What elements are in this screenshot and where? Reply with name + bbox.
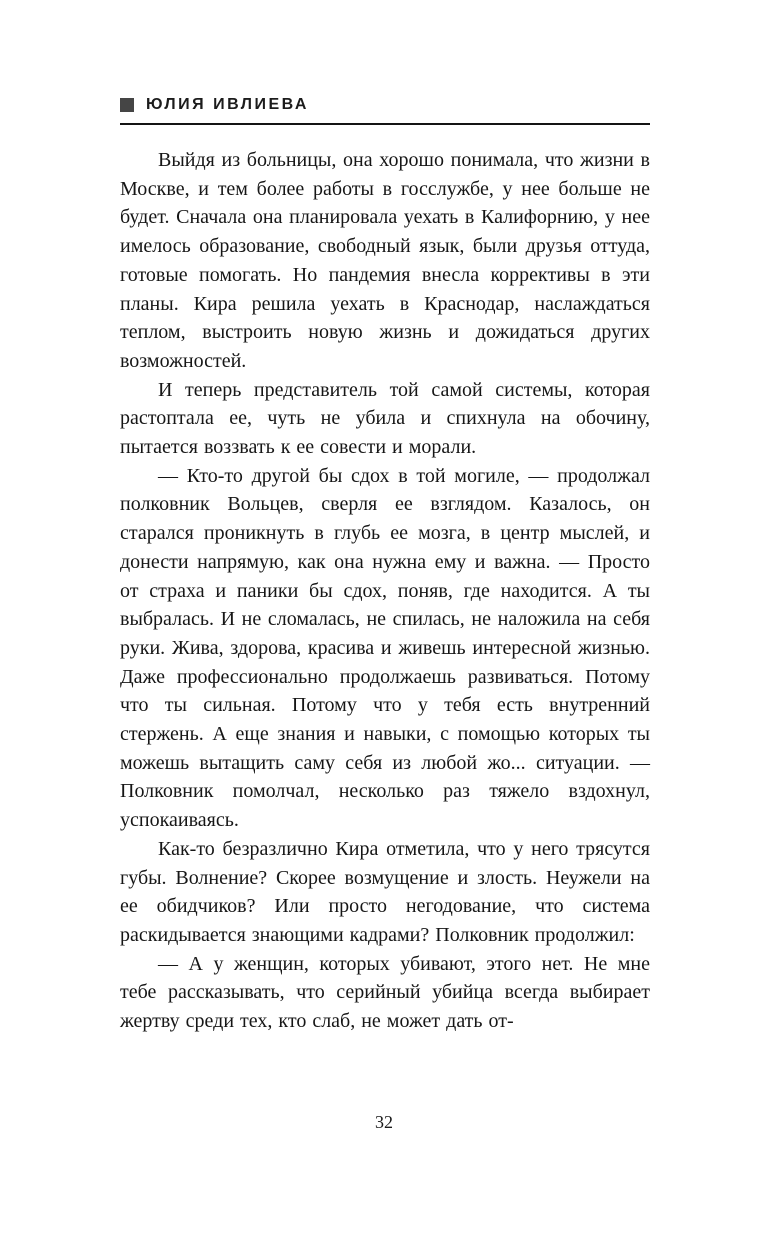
running-header	[120, 96, 650, 125]
page-number: 32	[375, 1112, 393, 1132]
page-text	[120, 146, 650, 1036]
paragraph-3: — Кто-то другой бы сдох в той могиле, — продолжал полковник Вольцев, сверля ее взглядом. Казалось, он старался проникнуть в глубь ее мозга, в центр мыслей, и донести напрямую, как она нужна ему и важна. — Просто от страха и паники бы сдох, поняв, где находится. А ты выбралась. И не сломалась, не спилась, не наложила на себя руки. Жива, здорова, красива и живешь интересной жизнью. Даже профессионально продолжаешь развиваться. Потому что ты сильная. Потому что у тебя есть внутренний стержень. А еще знания и навыки, с помощью которых ты можешь вытащить саму себя из любой жо... ситуации. — Полковник помолчал, несколько раз тяжело вздохнул, успокаиваясь.	[120, 464, 650, 832]
paragraph-1: Выйдя из больницы, она хорошо понимала, что жизни в Москве, и тем более работы в госслужбе, у нее больше не будет. Сначала она планировала уехать в Калифорнию, у нее имелось образование, свободный язык, были друзья оттуда, готовые помогать. Но пандемия внесла коррективы в эти планы. Кира решила уехать в Краснодар, наслаждаться теплом, выстроить новую жизнь и дожидаться других возможностей.	[120, 149, 650, 372]
paragraph-2: И теперь представитель той самой системы, которая растоптала ее, чуть не убила и спихнула на обочину, пытается воззвать к ее совести и морали.	[120, 378, 650, 459]
paragraph-5: — А у женщин, которых убивают, этого нет. Не мне тебе рассказывать, что серийный убийца всегда выбирает жертву среди тех, кто слаб, не может дать от-	[120, 952, 650, 1033]
header-square-marker-icon	[120, 98, 134, 112]
author-name: ЮЛИЯ ИВЛИЕВА	[146, 96, 309, 113]
paragraph-4: Как-то безразлично Кира отметила, что у него трясутся губы. Волнение? Скорее возмущение и злость. Неужели на ее обидчиков? Или просто негодование, что система раскидывается знающими кадрами? Полковник продолжил:	[120, 837, 650, 946]
